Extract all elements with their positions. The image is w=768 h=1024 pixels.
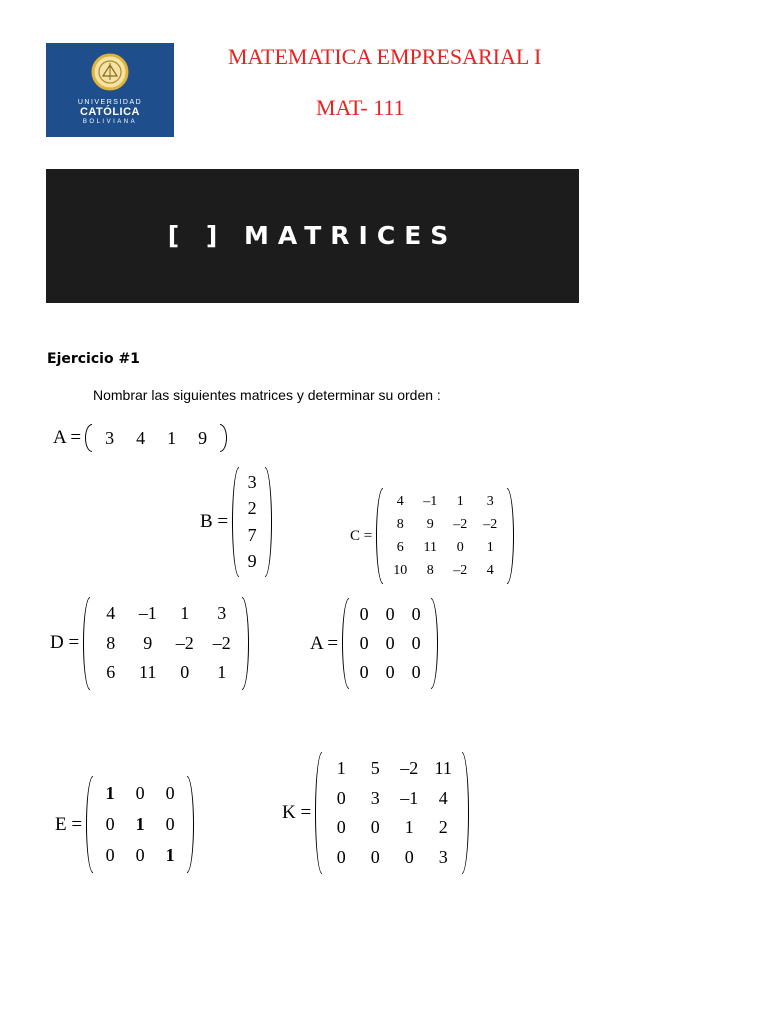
- matrix-cell: 1: [105, 783, 115, 803]
- matrix-cell: 0: [336, 817, 346, 838]
- matrix-cell: 0: [411, 633, 421, 653]
- matrix-body: [315, 752, 469, 874]
- matrix-cell: 7: [247, 524, 257, 545]
- logo-text-line2: CATÓLICA: [79, 106, 140, 118]
- matrix-cell: 3: [247, 471, 257, 492]
- banner-text: [ ] MATRICES: [167, 221, 458, 250]
- matrix-cell: 0: [105, 814, 115, 834]
- matrix-cell: 4: [136, 427, 146, 448]
- right-paren: [242, 597, 249, 690]
- matrix-c: [350, 488, 514, 584]
- matrix-cell: 9: [143, 632, 153, 653]
- matrix-cell: –2: [212, 632, 231, 653]
- matrix-cell: –2: [453, 516, 468, 532]
- matrix-label: A =: [53, 427, 82, 448]
- matrix-cell: 6: [106, 662, 116, 683]
- left-paren: [376, 488, 383, 584]
- matrix-b: [200, 467, 272, 577]
- matrix-cell: 6: [396, 539, 404, 555]
- matrix-a-zero: [310, 598, 438, 689]
- matrix-cell: –2: [483, 516, 498, 532]
- matrix-cell: 8: [106, 632, 116, 653]
- university-seal-icon: [91, 49, 129, 95]
- left-paren: [232, 467, 239, 577]
- matrix-cell: 3: [486, 493, 494, 509]
- matrix-cell: 4: [438, 787, 448, 808]
- right-paren: [431, 598, 438, 689]
- right-paren: [507, 488, 514, 584]
- left-paren: [85, 424, 92, 452]
- matrix-cell: 2: [438, 817, 448, 838]
- matrix-cell: 0: [180, 662, 190, 683]
- matrix-cell: 0: [105, 845, 115, 865]
- matrix-cell: 1: [486, 539, 494, 555]
- matrix-e-identity: [55, 776, 194, 873]
- matrix-cell: 3: [217, 603, 227, 624]
- matrix-label: E =: [55, 813, 83, 835]
- left-paren: [83, 597, 90, 690]
- matrix-cell: 0: [135, 845, 145, 865]
- matrix-label: B =: [200, 511, 229, 532]
- logo-text-line3: BOLIVIANA: [82, 119, 138, 125]
- left-paren: [86, 776, 93, 873]
- matrix-cell: 0: [385, 604, 395, 624]
- exercise-instruction: Nombrar las siguientes matrices y determinar su orden :: [93, 387, 441, 403]
- matrix-cell: 11: [139, 662, 157, 683]
- course-title: MATEMATICA EMPRESARIAL I: [228, 44, 542, 69]
- logo-text-line1: UNIVERSIDAD: [77, 99, 143, 106]
- matrix-cell: 0: [370, 817, 380, 838]
- right-paren: [187, 776, 194, 873]
- matrix-cell: 0: [336, 787, 346, 808]
- topic-banner: [46, 169, 579, 303]
- matrix-cell: 0: [385, 633, 395, 653]
- matrix-cell: 1: [404, 817, 414, 838]
- matrix-cell: 0: [456, 539, 464, 555]
- matrix-a-row: [53, 424, 227, 452]
- matrix-cell: 0: [370, 846, 380, 867]
- matrix-cell: 9: [426, 516, 434, 532]
- matrix-body: [232, 467, 272, 577]
- matrix-cell: 3: [438, 846, 448, 867]
- matrix-cell: 5: [370, 758, 380, 779]
- matrix-k: [282, 752, 469, 874]
- matrix-cell: 0: [165, 783, 175, 803]
- matrix-cell: 2: [247, 498, 257, 519]
- matrix-cell: 1: [456, 493, 464, 509]
- matrix-cell: 3: [105, 427, 115, 448]
- university-logo: [46, 43, 174, 137]
- matrix-cell: –2: [400, 758, 419, 779]
- matrix-cell: 0: [404, 846, 414, 867]
- matrix-body: [85, 424, 227, 452]
- right-paren: [462, 752, 469, 874]
- matrix-cell: 0: [411, 662, 421, 682]
- left-paren: [342, 598, 349, 689]
- matrix-cell: 4: [486, 562, 494, 578]
- matrix-cell: 11: [434, 758, 452, 779]
- matrix-cell: 0: [135, 783, 145, 803]
- matrix-cell: 0: [165, 814, 175, 834]
- exercise-title: Ejercicio #1: [47, 351, 140, 367]
- matrix-body: [376, 488, 514, 584]
- matrix-cell: 8: [426, 562, 434, 578]
- matrix-label: C =: [350, 527, 373, 544]
- right-paren: [265, 467, 272, 577]
- matrix-d: [50, 597, 249, 690]
- matrix-cell: 4: [106, 603, 116, 624]
- right-paren: [220, 424, 227, 452]
- matrix-cell: 4: [396, 493, 404, 509]
- matrix-cell: –2: [453, 562, 468, 578]
- matrix-cell: 10: [393, 562, 408, 578]
- matrix-cell: 9: [198, 427, 208, 448]
- matrix-cell: 1: [165, 845, 175, 865]
- matrix-cell: 0: [359, 633, 369, 653]
- matrix-cell: 0: [385, 662, 395, 682]
- matrix-label: A =: [310, 632, 339, 654]
- matrix-cell: 1: [217, 662, 227, 683]
- left-paren: [315, 752, 322, 874]
- matrix-cell: –1: [400, 787, 419, 808]
- matrix-cell: 1: [336, 758, 346, 779]
- matrix-cell: 1: [167, 427, 177, 448]
- matrix-cell: 1: [180, 603, 190, 624]
- matrix-cell: 0: [359, 662, 369, 682]
- matrix-body: [342, 598, 438, 689]
- matrix-cell: 8: [396, 516, 404, 532]
- matrix-cell: –2: [175, 632, 194, 653]
- matrix-cell: 0: [359, 604, 369, 624]
- matrix-cell: 9: [247, 551, 257, 572]
- matrix-cell: 0: [411, 604, 421, 624]
- matrix-cell: 3: [370, 787, 380, 808]
- matrix-cell: 1: [135, 814, 145, 834]
- matrix-cell: –1: [423, 493, 438, 509]
- matrix-label: D =: [50, 632, 80, 654]
- matrix-body: [86, 776, 194, 873]
- matrix-cell: –1: [138, 603, 157, 624]
- matrix-cell: 0: [336, 846, 346, 867]
- matrix-label: K =: [282, 802, 312, 823]
- matrix-body: [83, 597, 249, 690]
- matrix-cell: 11: [423, 539, 437, 555]
- course-code: MAT- 111: [316, 95, 405, 120]
